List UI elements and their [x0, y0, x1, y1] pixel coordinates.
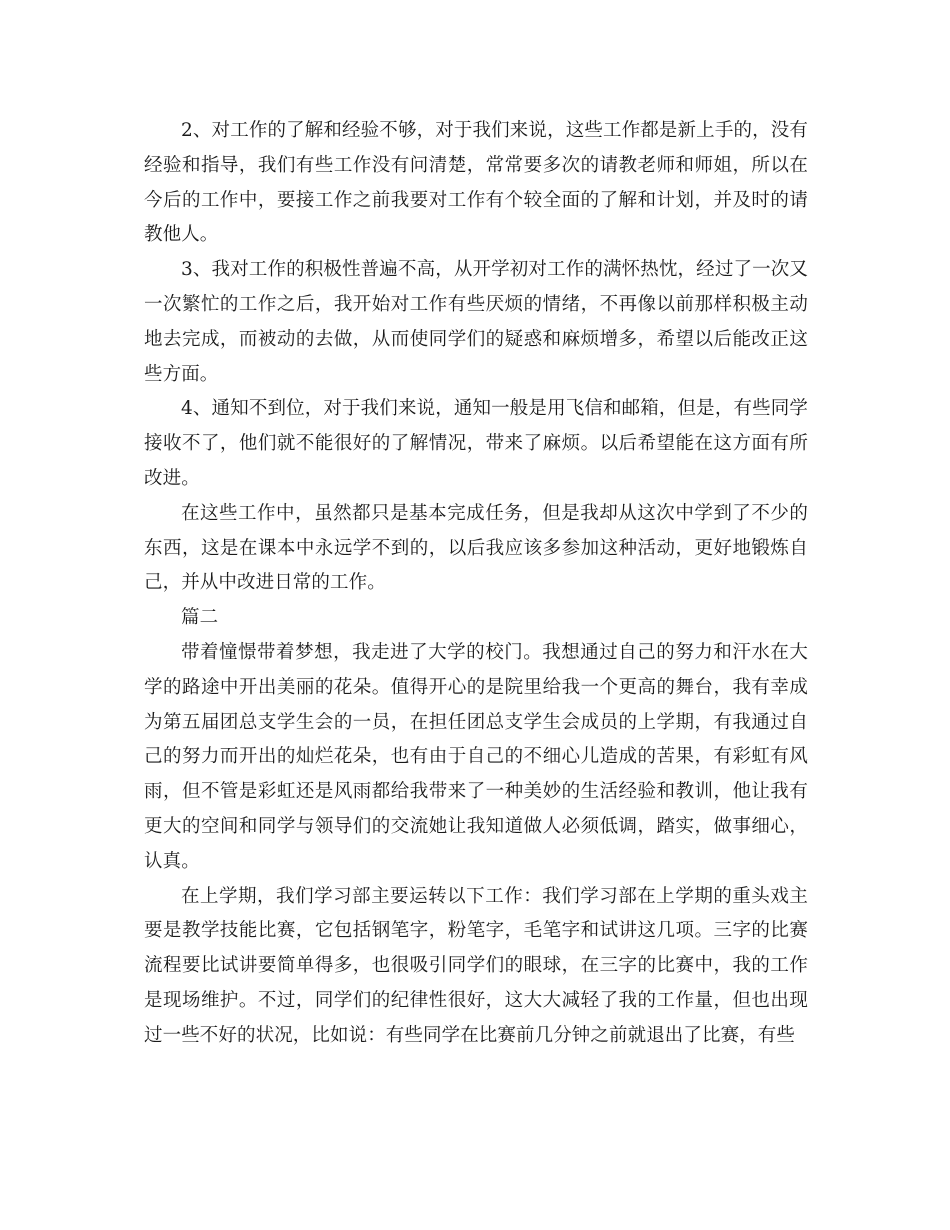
paragraph-first-term: 在上学期，我们学习部主要运转以下工作：我们学习部在上学期的重头戏主要是教学技能比赛，它包括钢笔字，粉笔字，毛笔字和试讲这几项。三字的比赛流程要比试讲要简单得多，也很吸引同学们的眼球，在三字的比赛中，我的工作是现场维护。不过，同学们的纪律性很好，这大大减轻了我的工作量，但也出现过一些不好的状况，比如说：有些同学在比赛前几分钟之前就退出了比赛，有些: [144, 885, 808, 1046]
paragraph-point-3: 3、我对工作的积极性普遍不高，从开学初对工作的满怀热忱，经过了一次又一次繁忙的工作之后，我开始对工作有些厌烦的情绪，不再像以前那样积极主动地去完成，而被动的去做，从而使同学们的疑惑和麻烦增多，希望以后能改正这些方面。: [144, 259, 808, 385]
paragraph-intro: 带着憧憬带着梦想，我走进了大学的校门。我想通过自己的努力和汗水在大学的路途中开出美丽的花朵。值得开心的是院里给我一个更高的舞台，我有幸成为第五届团总支学生会的一员，在担任团总支学生会成员的上学期，有我通过自己的努力而开出的灿烂花朵，也有由于自己的不细心儿造成的苦果，有彩虹有风雨，但不管是彩虹还是风雨都给我带来了一种美妙的生活经验和教训，他让我有更大的空间和同学与领导们的交流她让我知道做人必须低调，踏实，做事细心，认真。: [144, 641, 808, 872]
document-body: [144, 114, 808, 1054]
section-heading: 篇二: [181, 607, 219, 629]
paragraph-summary: 在这些工作中，虽然都只是基本完成任务，但是我却从这次中学到了不少的东西，这是在课本中永远学不到的，以后我应该多参加这种活动，更好地锻炼自己，并从中改进日常的工作。: [144, 502, 808, 594]
paragraph-point-4: 4、通知不到位，对于我们来说，通知一般是用飞信和邮箱，但是，有些同学接收不了，他们就不能很好的了解情况，带来了麻烦。以后希望能在这方面有所改进。: [144, 398, 808, 489]
paragraph-point-2: 2、对工作的了解和经验不够，对于我们来说，这些工作都是新上手的，没有经验和指导，我们有些工作没有问清楚，常常要多次的请教老师和师姐，所以在今后的工作中，要接工作之前我要对工作有个较全面的了解和计划，并及时的请教他人。: [144, 120, 808, 246]
